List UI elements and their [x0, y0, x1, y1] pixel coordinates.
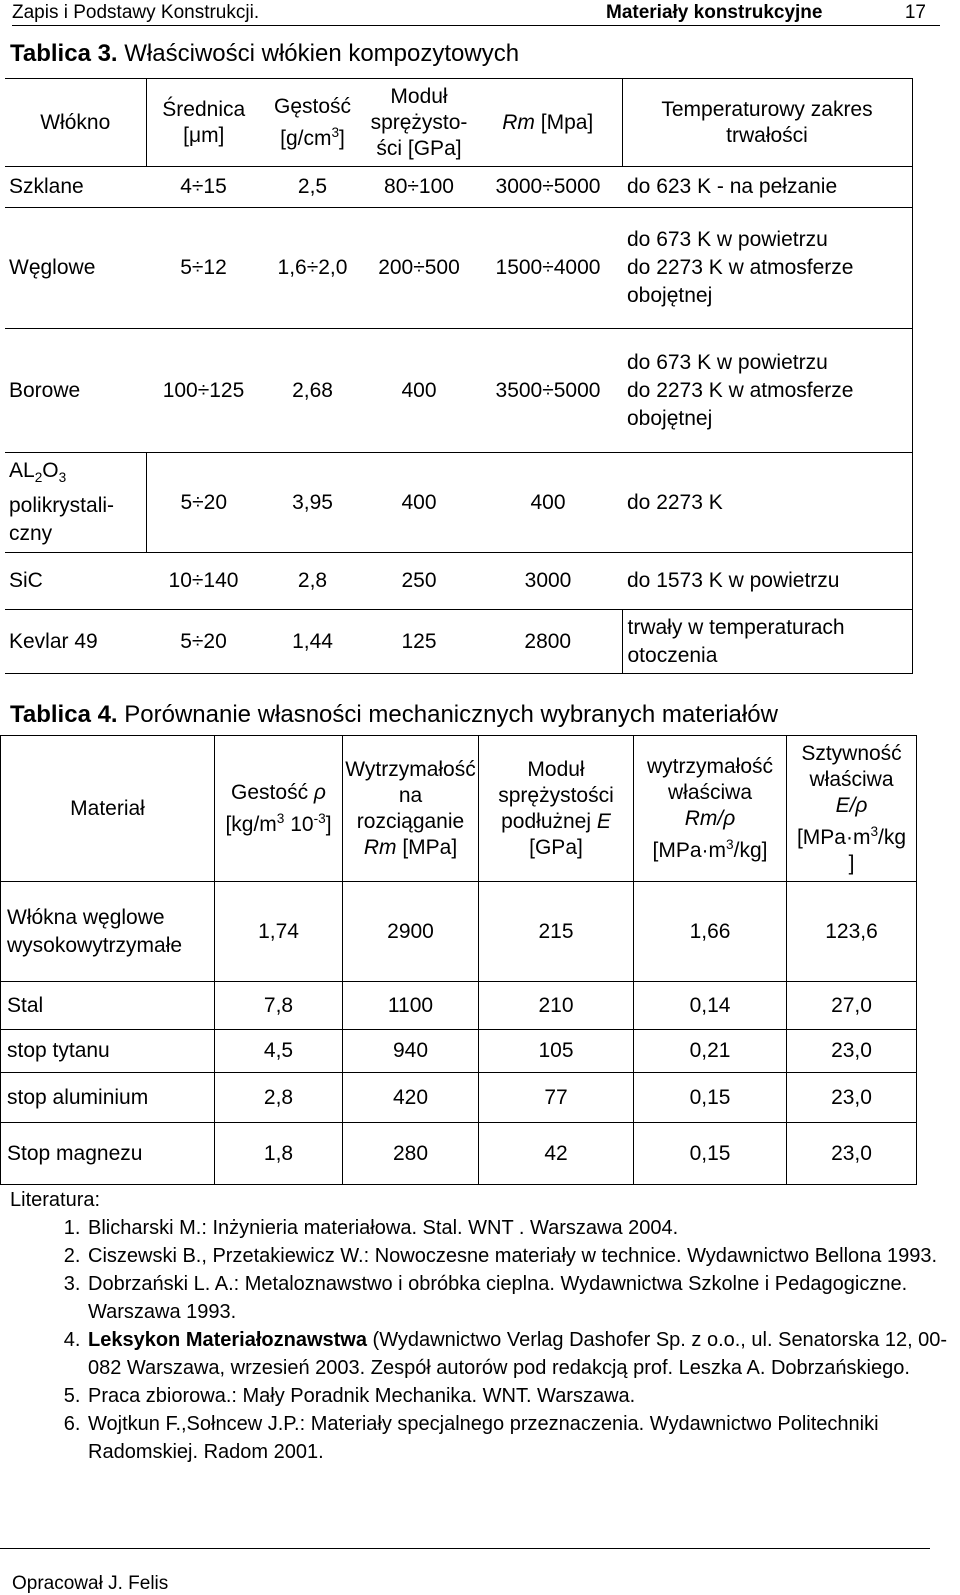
materials-comparison-table — [0, 735, 917, 1185]
table-header-row — [1, 736, 917, 882]
fiber-temperature: do 2273 K — [622, 453, 912, 553]
page-header — [12, 0, 940, 26]
header-diameter: Średnica [μm] — [146, 79, 261, 167]
fiber-modulus: 125 — [364, 610, 474, 674]
fiber-diameter: 5÷12 — [146, 208, 261, 329]
fiber-modulus: 400 — [364, 453, 474, 553]
material-strength: 280 — [343, 1123, 479, 1185]
material-density: 2,8 — [215, 1073, 343, 1123]
fiber-name: Węglowe — [5, 208, 146, 329]
fiber-name: $AL_2O_3$ polikrystali- czny — [5, 453, 146, 553]
fiber-modulus: 80÷100 — [364, 167, 474, 208]
header-temperature: Temperaturowy zakres trwałości — [622, 79, 912, 167]
fiber-density: 1,6÷2,0 — [261, 208, 364, 329]
header-tensile-strength: Wytrzymałość na rozciąganie Rm [MPa] — [343, 736, 479, 882]
literature-title: Literatura: — [10, 1189, 101, 1211]
header-fiber: Włókno — [5, 79, 146, 167]
material-specific-strength: 0,14 — [634, 982, 787, 1030]
footer-author: Opracował J. Felis — [12, 1573, 169, 1594]
material-density: 1,8 — [215, 1123, 343, 1185]
fiber-temperature: trwały w temperaturach otoczenia — [622, 610, 912, 674]
material-specific-stiffness: 23,0 — [787, 1073, 917, 1123]
literature-item: 2. Ciszewski B., Przetakiewicz W.: Nowoczesne materiały w technice. Wydawnictwo Bellona 1993. — [86, 1242, 960, 1270]
fiber-density: 2,5 — [261, 167, 364, 208]
table4-label: Tablica 4. — [10, 701, 118, 728]
fiber-name: Borowe — [5, 329, 146, 453]
table4-title: Porównanie własności mechanicznych wybranych materiałów — [124, 701, 778, 728]
fiber-density: 1,44 — [261, 610, 364, 674]
table-row — [5, 167, 912, 208]
material-specific-stiffness: 23,0 — [787, 1123, 917, 1185]
table-header-row — [5, 79, 912, 167]
fiber-rm: 3000 — [474, 553, 622, 610]
literature-section — [10, 1186, 960, 1466]
fiber-modulus: 400 — [364, 329, 474, 453]
literature-item: 1. Blicharski M.: Inżynieria materiałowa. Stal. WNT . Warszawa 2004. — [86, 1214, 960, 1242]
fiber-temperature: do 623 K - na pełzanie — [622, 167, 912, 208]
table-row — [1, 1030, 917, 1073]
table-row — [5, 553, 912, 610]
material-modulus: 77 — [479, 1073, 634, 1123]
material-modulus: 215 — [479, 882, 634, 982]
material-modulus: 42 — [479, 1123, 634, 1185]
fiber-diameter: 10÷140 — [146, 553, 261, 610]
literature-item: 6. Wojtkun F.,Sołncew J.P.: Materiały specjalnego przeznaczenia. Wydawnictwo Politechniki Radomskiej. Radom 2001. — [86, 1410, 960, 1466]
table4-caption — [10, 701, 778, 729]
material-specific-strength: 0,15 — [634, 1123, 787, 1185]
material-density: 1,74 — [215, 882, 343, 982]
fiber-temperature: do 1573 K w powietrzu — [622, 553, 912, 610]
material-specific-stiffness: 123,6 — [787, 882, 917, 982]
header-specific-strength: wytrzymałość właściwa Rm/ρ $[MPa\cdot m^3/kg]$ — [634, 736, 787, 882]
fiber-modulus: 200÷500 — [364, 208, 474, 329]
fiber-rm: 2800 — [474, 610, 622, 674]
fiber-density: 2,68 — [261, 329, 364, 453]
material-specific-strength: 0,21 — [634, 1030, 787, 1073]
material-strength: 2900 — [343, 882, 479, 982]
fiber-temperature: do 673 K w powietrzu do 2273 K w atmosferze obojętnej — [622, 208, 912, 329]
literature-item: 5. Praca zbiorowa.: Mały Poradnik Mechanika. WNT. Warszawa. — [86, 1382, 960, 1410]
fiber-properties-table — [5, 78, 913, 674]
fiber-name: Kevlar 49 — [5, 610, 146, 674]
header-modulus: Moduł sprężysto- ści [GPa] — [364, 79, 474, 167]
material-name: stop aluminium — [1, 1073, 215, 1123]
material-density: 7,8 — [215, 982, 343, 1030]
table3-caption — [10, 40, 519, 68]
literature-item: 3. Dobrzański L. A.: Metaloznawstwo i obróbka cieplna. Wydawnictwa Szkolne i Pedagogiczne. Warszawa 1993. — [86, 1270, 960, 1326]
material-specific-stiffness: 27,0 — [787, 982, 917, 1030]
header-density: Gęstość $[g/cm^3]$ — [261, 79, 364, 167]
table-row — [5, 453, 912, 553]
material-name: stop tytanu — [1, 1030, 215, 1073]
table-row — [5, 329, 912, 453]
fiber-diameter: 5÷20 — [146, 453, 261, 553]
material-specific-stiffness: 23,0 — [787, 1030, 917, 1073]
material-name: Stop magnezu — [1, 1123, 215, 1185]
literature-item: 4. Leksykon Materiałoznawstwa (Wydawnictwo Verlag Dashofer Sp. z o.o., ul. Senatorska 12, 00-082 Warszawa, wrzesień 2003. Zespół autorów pod redakcją prof. Leszka A. Dobrzańskiego. — [86, 1326, 960, 1382]
fiber-rm: 3000÷5000 — [474, 167, 622, 208]
header-material: Materiał — [1, 736, 215, 882]
fiber-rm: 3500÷5000 — [474, 329, 622, 453]
fiber-density: 2,8 — [261, 553, 364, 610]
material-name: Stal — [1, 982, 215, 1030]
material-modulus: 105 — [479, 1030, 634, 1073]
page-footer — [0, 1548, 930, 1594]
table-row — [1, 1073, 917, 1123]
header-course-title: Zapis i Podstawy Konstrukcji. — [12, 2, 260, 23]
fiber-name: SiC — [5, 553, 146, 610]
fiber-modulus: 250 — [364, 553, 474, 610]
fiber-rm: 400 — [474, 453, 622, 553]
material-strength: 1100 — [343, 982, 479, 1030]
header-section-title: Materiały konstrukcyjne — [606, 2, 823, 23]
header-specific-stiffness: Sztywność właściwa E/ρ [$MPa\cdot m^3/kg$ ] — [787, 736, 917, 882]
literature-list — [10, 1214, 960, 1466]
fiber-diameter: 4÷15 — [146, 167, 261, 208]
fiber-rm: 1500÷4000 — [474, 208, 622, 329]
material-specific-strength: 0,15 — [634, 1073, 787, 1123]
material-density: 4,5 — [215, 1030, 343, 1073]
header-modulus: Moduł sprężystości podłużnej E [GPa] — [479, 736, 634, 882]
table-row — [5, 208, 912, 329]
header-density: Gestość ρ [$kg/m^3$ $10^{-3}$] — [215, 736, 343, 882]
fiber-diameter: 5÷20 — [146, 610, 261, 674]
table-row — [1, 1123, 917, 1185]
table-row — [1, 982, 917, 1030]
table-row — [1, 882, 917, 982]
table-row — [5, 610, 912, 674]
table3-label: Tablica 3. — [10, 40, 118, 67]
fiber-diameter: 100÷125 — [146, 329, 261, 453]
fiber-density: 3,95 — [261, 453, 364, 553]
material-strength: 940 — [343, 1030, 479, 1073]
material-strength: 420 — [343, 1073, 479, 1123]
material-modulus: 210 — [479, 982, 634, 1030]
page-number: 17 — [904, 2, 926, 23]
table3-title: Właściwości włókien kompozytowych — [124, 40, 520, 67]
material-name: Włókna węglowe wysokowytrzymałe — [1, 882, 215, 982]
header-rm: Rm [Mpa] — [474, 79, 622, 167]
material-specific-strength: 1,66 — [634, 882, 787, 982]
fiber-name: Szklane — [5, 167, 146, 208]
fiber-temperature: do 673 K w powietrzu do 2273 K w atmosferze obojętnej — [622, 329, 912, 453]
